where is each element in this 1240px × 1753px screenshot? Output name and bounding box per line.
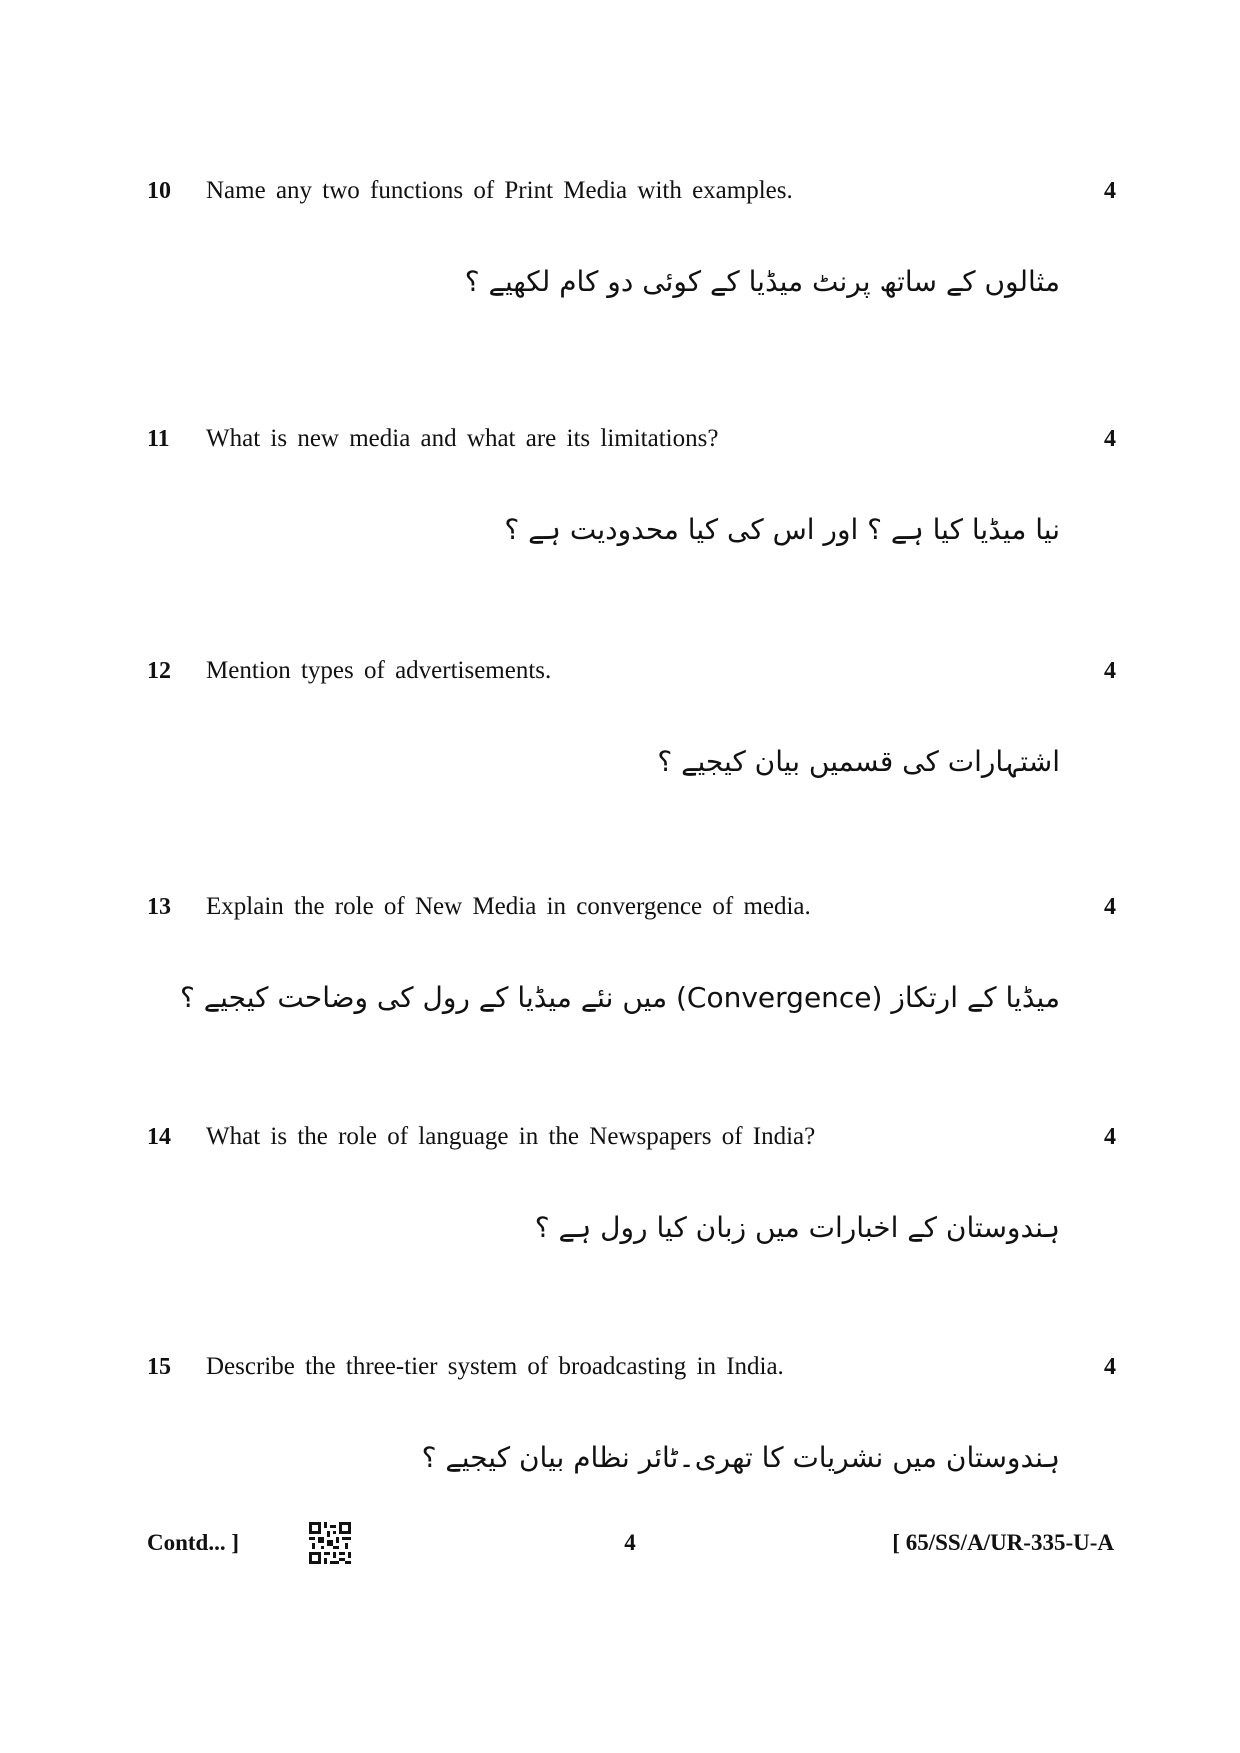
question-number: 15 — [147, 1354, 171, 1380]
question-text-english: Explain the role of New Media in convergence of media. — [206, 893, 811, 920]
page-number: 4 — [624, 1530, 636, 1555]
question-marks: 4 — [1104, 426, 1116, 452]
question-marks: 4 — [1104, 178, 1116, 204]
question-text-urdu: اشتہارات کی قسمیں بیان کیجیے ؟ — [657, 745, 1060, 778]
continued-label: Contd... ] — [147, 1530, 240, 1555]
question-text-urdu: مثالوں کے ساتھ پرنٹ میڈیا کے کوئی دو کام لکھیے ؟ — [464, 265, 1060, 298]
question-text-english: Mention types of advertisements. — [206, 657, 552, 684]
question-marks: 4 — [1104, 894, 1116, 920]
qr-code-icon — [309, 1522, 351, 1564]
paper-code: [ 65/SS/A/UR-335-U-A — [892, 1530, 1114, 1555]
question-text-urdu: میڈیا کے ارتکاز (Convergence) میں نئے میڈیا کے رول کی وضاحت کیجیے ؟ — [180, 981, 1060, 1014]
question-marks: 4 — [1104, 658, 1116, 684]
question-number: 11 — [147, 426, 170, 452]
question-number: 14 — [147, 1124, 171, 1150]
question-text-english: Name any two functions of Print Media with examples. — [206, 177, 793, 204]
question-text-english: What is the role of language in the Newspapers of India? — [206, 1123, 816, 1150]
question-text-urdu: نیا میڈیا کیا ہے ؟ اور اس کی کیا محدودیت ہے ؟ — [504, 513, 1060, 546]
question-number: 12 — [147, 658, 171, 684]
question-number: 10 — [147, 178, 171, 204]
page-footer — [0, 1528, 1240, 1568]
question-text-urdu: ہندوستان کے اخبارات میں زبان کیا رول ہے ؟ — [534, 1211, 1060, 1244]
question-text-urdu: ہندوستان میں نشریات کا تھری۔ٹائر نظام بیان کیجیے ؟ — [421, 1441, 1060, 1474]
question-text-english: Describe the three-tier system of broadcasting in India. — [206, 1353, 784, 1380]
question-marks: 4 — [1104, 1354, 1116, 1380]
question-marks: 4 — [1104, 1124, 1116, 1150]
question-number: 13 — [147, 894, 171, 920]
question-text-english: What is new media and what are its limitations? — [206, 425, 719, 452]
